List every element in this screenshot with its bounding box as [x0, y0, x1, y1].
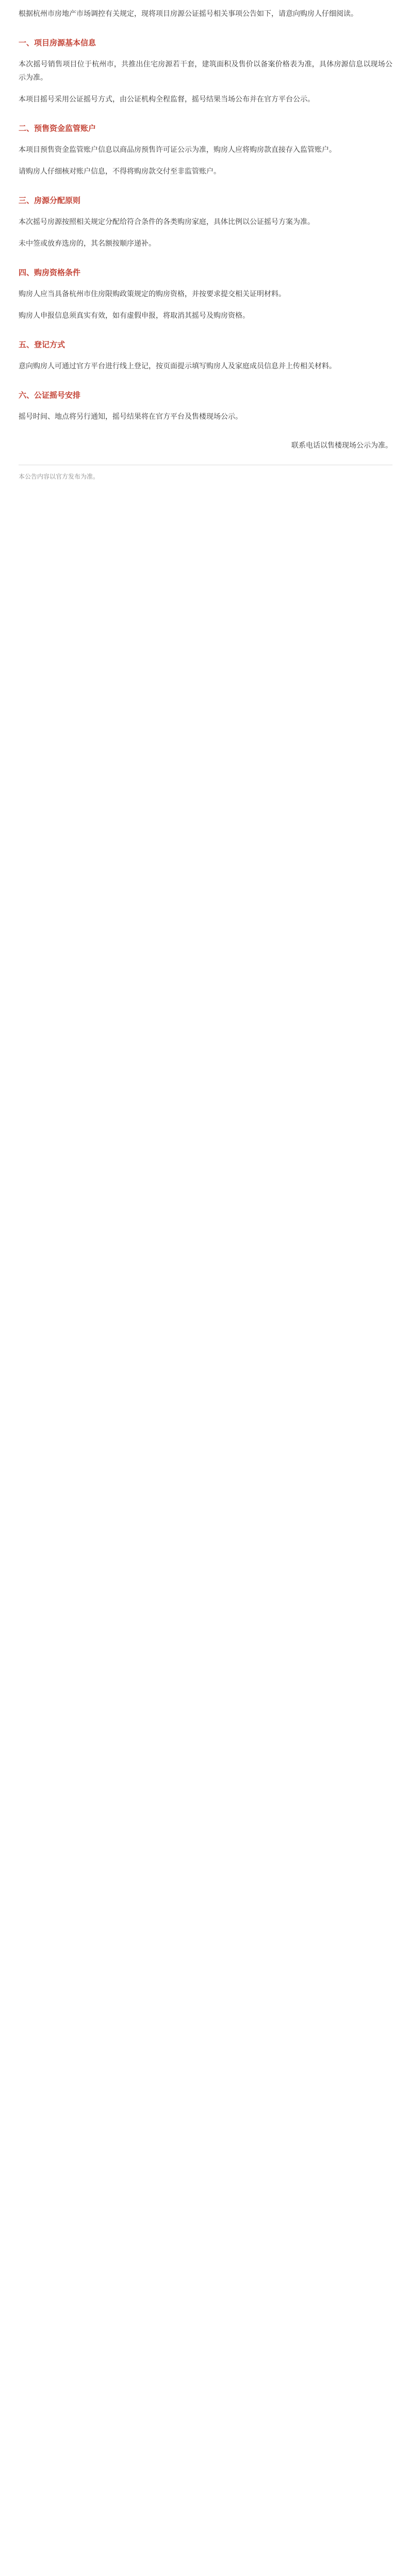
section-paragraph: 购房人申报信息须真实有效，如有虚假申报，将取消其摇号及购房资格。	[19, 312, 250, 320]
contact-info: 联系电话以售楼现场公示为准。	[291, 442, 392, 450]
section-4	[19, 266, 392, 323]
section-3	[19, 194, 392, 250]
section-paragraph: 本次摇号房源按照相关规定分配给符合条件的各类购房家庭，具体比例以公证摇号方案为准。	[19, 218, 315, 226]
footer: 本公告内容以官方发布为准。	[19, 465, 392, 482]
sections	[19, 36, 392, 423]
section-paragraph: 本次摇号销售项目位于杭州市，共推出住宅房源若干套，建筑面积及售价以备案价格表为准，具体房源信息以现场公示为准。	[19, 60, 392, 82]
section-title: 六、公证摇号安排	[19, 391, 81, 400]
section-paragraph: 本项目摇号采用公证摇号方式，由公证机构全程监督，摇号结果当场公布并在官方平台公示。	[19, 95, 315, 104]
section-2	[19, 122, 392, 178]
section-title: 一、项目房源基本信息	[19, 38, 96, 47]
section-5	[19, 338, 392, 373]
section-title: 五、登记方式	[19, 340, 65, 349]
section-1	[19, 36, 392, 106]
section-paragraph: 本项目预售资金监管账户信息以商品房预售许可证公示为准，购房人应将购房款直接存入监管账户。	[19, 146, 336, 154]
section-paragraph: 未中签或放弃选房的，其名额按顺序递补。	[19, 240, 156, 248]
intro-paragraph: 根据杭州市房地产市场调控有关规定，现将项目房源公证摇号相关事项公告如下，请意向购房人仔细阅读。	[19, 10, 358, 18]
section-paragraph: 购房人应当具备杭州市住房限购政策规定的购房资格，并按要求提交相关证明材料。	[19, 290, 286, 298]
section-title: 二、预售资金监管账户	[19, 124, 96, 133]
section-6	[19, 388, 392, 423]
section-paragraph: 请购房人仔细核对账户信息，不得将购房款交付至非监管账户。	[19, 167, 221, 176]
section-title: 四、购房资格条件	[19, 268, 81, 277]
section-title: 三、房源分配原则	[19, 196, 81, 205]
section-paragraph: 摇号时间、地点将另行通知，摇号结果将在官方平台及售楼现场公示。	[19, 413, 242, 421]
section-paragraph: 意向购房人可通过官方平台进行线上登记，按页面提示填写购房人及家庭成员信息并上传相关材料。	[19, 362, 336, 370]
